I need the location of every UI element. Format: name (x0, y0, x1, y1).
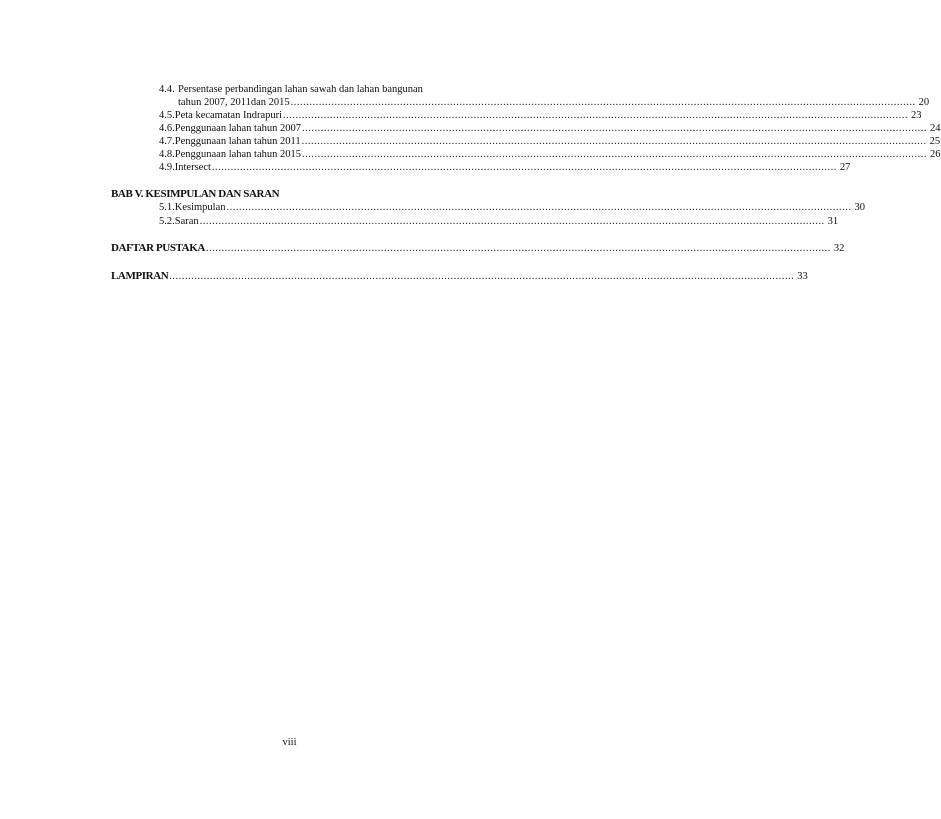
toc-chapter-heading-bab-v[interactable] (111, 188, 279, 200)
toc-entry-4-6[interactable] (159, 123, 941, 135)
toc-page-number: 25 (929, 136, 941, 147)
toc-page-number: 30 (854, 202, 865, 213)
toc-entry-number: 4.7. (159, 136, 175, 147)
toc-page-number: 26 (930, 149, 941, 160)
toc-entry-title: Intersect (174, 162, 211, 173)
toc-entry-title: Penggunaan lahan tahun 2011 (174, 136, 301, 147)
dot-leader: ........................................................................................................................................................................................................ (290, 97, 916, 108)
dot-leader: ........................................................................................................................................................................................................ (302, 149, 928, 160)
toc-page-number: 32 (833, 243, 845, 254)
dot-leader: ........................................................................................................................................................................................................ (283, 110, 909, 121)
toc-chapter-title: BAB V. KESIMPULAN DAN SARAN (111, 188, 280, 200)
toc-entry-title: Persentase perbandingan lahan sawah dan lahan bangunan (178, 84, 423, 95)
dot-leader: ........................................................................................................................................................................................................ (205, 243, 831, 254)
toc-entry-4-9[interactable] (159, 162, 851, 174)
toc-entry-title: Peta kecamatan Indrapuri (174, 110, 283, 121)
toc-entry-number: 4.8. (159, 149, 175, 160)
dot-leader: ........................................................................................................................................................................................................ (301, 136, 927, 147)
toc-entry-title-continued: tahun 2007, 2011dan 2015 (178, 97, 290, 108)
toc-page-number: 23 (911, 110, 922, 121)
dot-leader: ........................................................................................................................................................................................................ (302, 123, 928, 134)
toc-entry-number: 4.5. (159, 110, 175, 121)
toc-chapter-title: LAMPIRAN (111, 270, 169, 282)
dot-leader: ........................................................................................................................................................................................................ (199, 216, 825, 227)
toc-page-number: 20 (918, 97, 930, 108)
toc-entry-4-4-line1 (159, 84, 423, 96)
toc-entry-4-4-line2[interactable] (178, 97, 930, 109)
toc-entry-lampiran[interactable] (111, 270, 808, 283)
toc-entry-daftar-pustaka[interactable] (111, 242, 845, 255)
toc-entry-4-8[interactable] (159, 149, 941, 161)
toc-entry-4-5[interactable] (159, 110, 922, 122)
toc-chapter-title: DAFTAR PUSTAKA (111, 242, 205, 254)
toc-page-number: 27 (839, 162, 851, 173)
toc-entry-number: 4.4. (159, 84, 175, 95)
page-number-footer: viii (282, 737, 297, 748)
toc-entry-number: 4.9. (159, 162, 175, 173)
dot-leader: ........................................................................................................................................................................................................ (169, 271, 795, 282)
toc-page-number: 24 (930, 123, 941, 134)
toc-entry-title: Penggunaan lahan tahun 2007 (174, 123, 302, 134)
toc-entry-title: Saran (174, 216, 199, 227)
toc-entry-number: 5.1. (159, 202, 175, 213)
dot-leader: ........................................................................................................................................................................................................ (226, 202, 852, 213)
toc-entry-number: 5.2. (159, 216, 175, 227)
toc-entry-5-1[interactable] (159, 202, 865, 214)
toc-page-number: 31 (827, 216, 839, 227)
toc-entry-title: Penggunaan lahan tahun 2015 (174, 149, 302, 160)
toc-entry-title: Kesimpulan (174, 202, 226, 213)
toc-entry-4-7[interactable] (159, 136, 941, 148)
toc-entry-number: 4.6. (159, 123, 175, 134)
toc-entry-5-2[interactable] (159, 216, 839, 228)
dot-leader: ........................................................................................................................................................................................................ (211, 162, 837, 173)
toc-page-number: 33 (797, 271, 808, 282)
